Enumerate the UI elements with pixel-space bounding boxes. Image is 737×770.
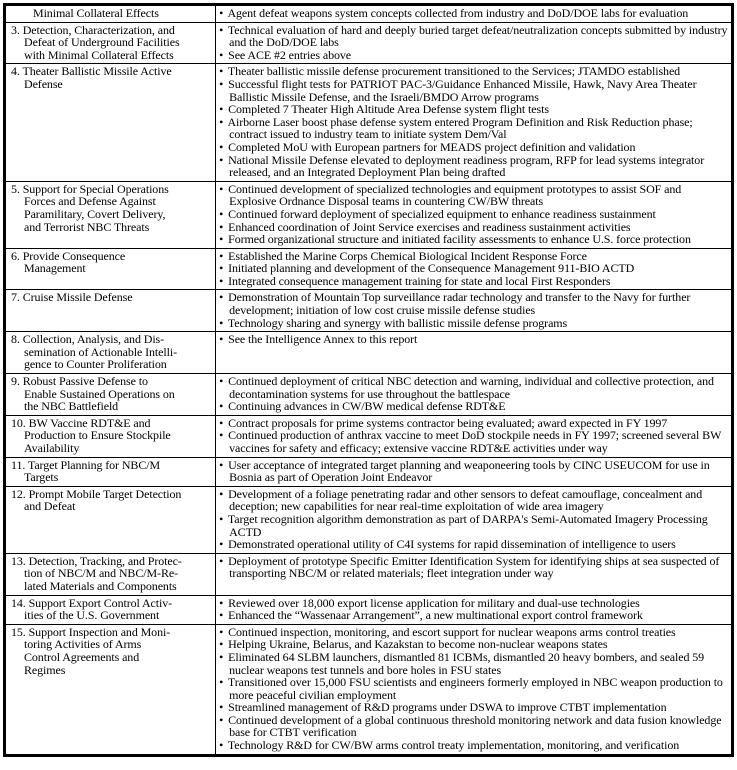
accomplishment-text: Integrated consequence management training for state and local First Responders (225, 273, 611, 288)
initiative-title-line: Defeat of Underground Facilities (24, 35, 180, 50)
accomplishment-text: Transitioned over 15,000 FSU scientists and engineers formerly employed in NBC weapon production to more peaceful civilian employment (225, 675, 723, 702)
bullet-icon: • (219, 595, 224, 610)
table-row (5, 486, 733, 553)
initiative-title-line: semination of Actionable Intelli- (24, 344, 177, 359)
accomplishment-bullet (219, 488, 728, 513)
initiative-cell (5, 332, 216, 374)
bullet-icon: • (219, 273, 224, 288)
accomplishment-text: Enhanced the “Wassenaar Arrangement”, a new multinational export control framework (225, 608, 643, 623)
accomplishment-text: Continued deployment of critical NBC detection and warning, individual and collective protection, and decontamination systems for use throughout the battlespace (225, 374, 714, 401)
initiative-cell (5, 181, 216, 248)
bullet-icon: • (219, 6, 224, 20)
accomplishment-bullet (219, 714, 728, 739)
bullet-icon: • (219, 114, 224, 129)
bullet-icon: • (219, 219, 224, 234)
table-row (5, 553, 733, 595)
accomplishment-bullet (219, 555, 728, 580)
accomplishments-cell (216, 64, 733, 181)
initiative-title-line: gence to Counter Proliferation (24, 357, 167, 372)
bullet-icon: • (219, 248, 224, 263)
table-row (5, 64, 733, 181)
bullet-icon: • (219, 22, 224, 37)
accomplishment-text: Eliminated 64 SLBM launchers, dismantled 81 ICBMs, dismantled 20 heavy bombers, and sealed 59 nuclear weapons test tunnels and bore holes in FSU states (225, 649, 705, 677)
initiative-title-line: the NBC Battlefield (24, 399, 119, 414)
bullet-icon: • (219, 486, 224, 501)
initiative-cell (5, 290, 216, 332)
bullet-icon: • (219, 675, 224, 690)
accomplishment-bullet (219, 400, 728, 413)
initiative-title-line: Regimes (24, 662, 66, 677)
accomplishment-bullet (219, 429, 728, 454)
initiative-cell (5, 553, 216, 595)
bullet-icon: • (219, 139, 224, 154)
initiative-title-line: 8. Collection, Analysis, and Dis- (11, 332, 165, 347)
initiative-title-line: 14. Support Export Control Activ- (11, 595, 173, 610)
initiative-cell (5, 486, 216, 553)
accomplishment-text: Initiated planning and development of the Consequence Management 911-BIO ACTD (225, 261, 635, 276)
accomplishment-text: Continued development of a global continuous threshold monitoring network and data fusion knowledge base for CTBT verification (225, 712, 722, 740)
bullet-icon: • (219, 553, 224, 568)
accomplishment-text: Technology R&D for CW/BW arms control treaty implementation, monitoring, and verification (225, 738, 680, 753)
initiative-title-line: Management (24, 261, 86, 276)
bullet-icon: • (219, 399, 224, 414)
bullet-icon: • (219, 624, 224, 639)
accomplishment-bullet (219, 49, 728, 62)
accomplishments-cell (216, 248, 733, 290)
accomplishment-text: Formed organizational structure and initiated facility assessments to enhance U.S. force protection (225, 232, 691, 247)
accomplishment-bullet (219, 739, 728, 752)
initiative-title-line: Targets (24, 470, 59, 485)
bullet-icon: • (219, 64, 224, 79)
accomplishment-bullet (219, 375, 728, 400)
bullet-icon: • (219, 649, 224, 664)
accomplishment-text: Reviewed over 18,000 export license application for military and dual-use technologies (225, 595, 640, 610)
table-row (5, 22, 733, 64)
initiative-title-line: Enable Sustained Operations on (24, 386, 175, 401)
accomplishment-text: Demonstration of Mountain Top surveillance radar technology and transfer to the Navy for further development; initiation of low cost cruise missile defense studies (225, 290, 691, 318)
bullet-icon: • (219, 290, 224, 305)
initiative-cell (5, 64, 216, 181)
accomplishment-bullet (219, 233, 728, 246)
accomplishment-bullet (219, 154, 728, 179)
accomplishment-text: Continued development of specialized technologies and equipment prototypes to assist SOF and Explosive Ordnance Disposal teams in countering CW/BW threats (225, 181, 682, 209)
initiative-title-line: and Defeat (24, 499, 76, 514)
initiative-title-line: 6. Provide Consequence (11, 248, 126, 263)
bullet-icon: • (219, 181, 224, 196)
accomplishment-text: Deployment of prototype Specific Emitter Identification System for identifying ships at sea suspected of transporting NBC/M or related materials; fleet integration under way (225, 553, 720, 581)
accomplishments-cell (216, 22, 733, 64)
accomplishment-text: Continuing advances in CW/BW medical defense RDT&E (225, 399, 506, 414)
accomplishments-cell (216, 624, 733, 755)
initiative-cell (5, 248, 216, 290)
accomplishment-text: Development of a foliage penetrating radar and other sensors to defeat camouflage, concealment and deception; new capabilities for near real-time exploitation of wide area imagery (225, 486, 703, 514)
bullet-icon: • (219, 637, 224, 652)
accomplishments-cell (216, 374, 733, 416)
accomplishment-bullet (219, 317, 728, 330)
accomplishment-text: Enhanced coordination of Joint Service exercises and readiness sustainment activities (225, 219, 631, 234)
table-row (5, 415, 733, 457)
initiative-title-line: and Terrorist NBC Threats (24, 219, 150, 234)
initiative-title-line: 4. Theater Ballistic Missile Active (11, 64, 172, 79)
bullet-icon: • (219, 47, 224, 62)
initiative-title-line: tion of NBC/M and NBC/M-Re- (24, 566, 178, 581)
table-row (5, 332, 733, 374)
bullet-icon: • (219, 332, 224, 347)
accomplishment-text: Continued forward deployment of specialized equipment to enhance readiness sustainment (225, 206, 656, 221)
initiative-title-line: Paramilitary, Covert Delivery, (24, 206, 166, 221)
bullet-icon: • (219, 608, 224, 623)
table-row (5, 624, 733, 755)
accomplishment-bullet (219, 291, 728, 316)
initiative-cell (5, 22, 216, 64)
accomplishment-bullet (219, 651, 728, 676)
initiative-title-line: 3. Detection, Characterization, and (11, 22, 175, 37)
table-row (5, 290, 733, 332)
accomplishments-cell (216, 290, 733, 332)
bullet-icon: • (219, 712, 224, 727)
accomplishment-text: Established the Marine Corps Chemical Biological Incident Response Force (225, 248, 587, 263)
table-row (5, 374, 733, 416)
accomplishments-cell (216, 486, 733, 553)
initiative-title-line: Control Agreements and (24, 649, 140, 664)
accomplishment-bullet (219, 183, 728, 208)
accomplishments-table (3, 3, 734, 757)
accomplishment-text: Continued production of anthrax vaccine to meet DoD stockpile needs in FY 1997; screened several BW vaccines for safety and efficacy; extensive vaccine RDT&E activities under way (225, 428, 722, 455)
bullet-icon: • (219, 261, 224, 276)
bullet-icon: • (219, 206, 224, 221)
initiative-title-line: 9. Robust Passive Defense to (11, 374, 148, 389)
table-row (5, 457, 733, 486)
bullet-icon: • (219, 511, 224, 526)
accomplishment-text: Continued inspection, monitoring, and escort support for nuclear weapons arms control treaties (225, 624, 676, 639)
accomplishment-text: User acceptance of integrated target planning and weaponeering tools by CINC USEUCOM for use in Bosnia as part of Operation Joint Endeavor (225, 457, 710, 485)
bullet-icon: • (219, 537, 224, 552)
initiative-cell (5, 415, 216, 457)
initiative-title-line: 13. Detection, Tracking, and Protec- (11, 553, 182, 568)
accomplishment-text: National Missile Defense elevated to deployment readiness program, RFP for lead systems integrator released, and an Integrated Deployment Plan being drafted (225, 152, 705, 180)
initiative-cell (5, 595, 216, 624)
accomplishment-text: Contract proposals for prime systems contractor being evaluated; award expected in FY 1997 (225, 415, 668, 430)
initiative-title-line: ities of the U.S. Government (24, 608, 160, 623)
accomplishment-bullet (219, 24, 728, 49)
bullet-icon: • (219, 232, 224, 247)
initiative-title-line: 15. Support Inspection and Moni- (11, 624, 171, 639)
accomplishment-text: Target recognition algorithm demonstration as part of DARPA's Semi-Automated Imagery Processing ACTD (225, 511, 708, 539)
bullet-icon: • (219, 76, 224, 91)
bullet-icon: • (219, 152, 224, 167)
bullet-icon: • (219, 374, 224, 389)
initiative-cell (5, 374, 216, 416)
accomplishment-bullet (219, 459, 728, 484)
initiative-cell (5, 5, 216, 23)
initiative-title-line: Minimal Collateral Effects (33, 6, 159, 20)
accomplishment-bullet (219, 275, 728, 288)
accomplishments-cell (216, 457, 733, 486)
accomplishment-bullet (219, 676, 728, 701)
table-row (5, 181, 733, 248)
accomplishments-cell (216, 553, 733, 595)
accomplishments-cell (216, 595, 733, 624)
accomplishment-text: See the Intelligence Annex to this report (225, 332, 418, 347)
initiative-title-line: Forces and Defense Against (24, 194, 156, 209)
accomplishment-text: Completed 7 Theater High Altitude Area Defense system flight tests (225, 102, 549, 117)
initiative-cell (5, 457, 216, 486)
table-body (5, 5, 733, 756)
accomplishment-bullet (219, 513, 728, 538)
initiative-title-line: Defense (24, 76, 63, 91)
accomplishment-bullet (219, 116, 728, 141)
accomplishment-bullet (219, 7, 728, 20)
bullet-icon: • (219, 315, 224, 330)
accomplishment-text: Agent defeat weapons system concepts collected from industry and DoD/DOE labs for evaluation (225, 6, 689, 20)
accomplishment-text: Helping Ukraine, Belarus, and Kazakstan to become non-nuclear weapons states (225, 637, 608, 652)
accomplishments-cell (216, 181, 733, 248)
accomplishment-text: Theater ballistic missile defense procurement transitioned to the Services; JTAMDO established (225, 64, 681, 79)
accomplishments-cell (216, 5, 733, 23)
initiative-title-line: lated Materials and Components (24, 578, 177, 593)
bullet-icon: • (219, 738, 224, 753)
bullet-icon: • (219, 102, 224, 117)
initiative-title-line: 7. Cruise Missile Defense (11, 290, 133, 305)
bullet-icon: • (219, 415, 224, 430)
initiative-title-line: Production to Ensure Stockpile (24, 428, 171, 443)
accomplishment-text: Technical evaluation of hard and deeply buried target defeat/neutralization concepts submitted by industry and the DoD/DOE labs (225, 22, 728, 50)
table-row (5, 248, 733, 290)
initiative-title-line: 12. Prompt Mobile Target Detection (11, 486, 182, 501)
initiative-title-line: 10. BW Vaccine RDT&E and (11, 415, 151, 430)
table-row (5, 5, 733, 23)
accomplishment-text: Demonstrated operational utility of C4I systems for rapid dissemination of intelligence to users (225, 537, 676, 552)
accomplishment-bullet (219, 609, 728, 622)
accomplishments-cell (216, 415, 733, 457)
initiative-title-line: 5. Support for Special Operations (11, 181, 169, 196)
accomplishment-bullet (219, 538, 728, 551)
initiative-title-line: 11. Target Planning for NBC/M (11, 457, 161, 472)
accomplishment-bullet (219, 78, 728, 103)
initiative-title-line: Availability (24, 441, 80, 455)
initiative-cell (5, 624, 216, 755)
accomplishment-text: Successful flight tests for PATRIOT PAC-3/Guidance Enhanced Missile, Hawk, Navy Area Theater Ballistic Missile Defense, and the Israeli/BMDO Arrow programs (225, 76, 697, 104)
accomplishment-text: Airborne Laser boost phase defense system entered Program Definition and Risk Reduction phase; contract issued to industry team to initiate system Dem/Val (225, 114, 693, 142)
bullet-icon: • (219, 457, 224, 472)
accomplishment-text: Technology sharing and synergy with ballistic missile defense programs (225, 315, 568, 330)
accomplishment-text: See ACE #2 entries above (225, 47, 352, 62)
bullet-icon: • (219, 428, 224, 443)
accomplishment-bullet (219, 333, 728, 346)
table-row (5, 595, 733, 624)
accomplishments-cell (216, 332, 733, 374)
initiative-title-line: toring Activities of Arms (24, 637, 142, 652)
accomplishment-text: Streamlined management of R&D programs under DSWA to improve CTBT implementation (225, 700, 667, 715)
accomplishment-text: Completed MoU with European partners for MEADS project definition and validation (225, 139, 636, 154)
bullet-icon: • (219, 700, 224, 715)
initiative-title-line: with Minimal Collateral Effects (24, 47, 174, 62)
